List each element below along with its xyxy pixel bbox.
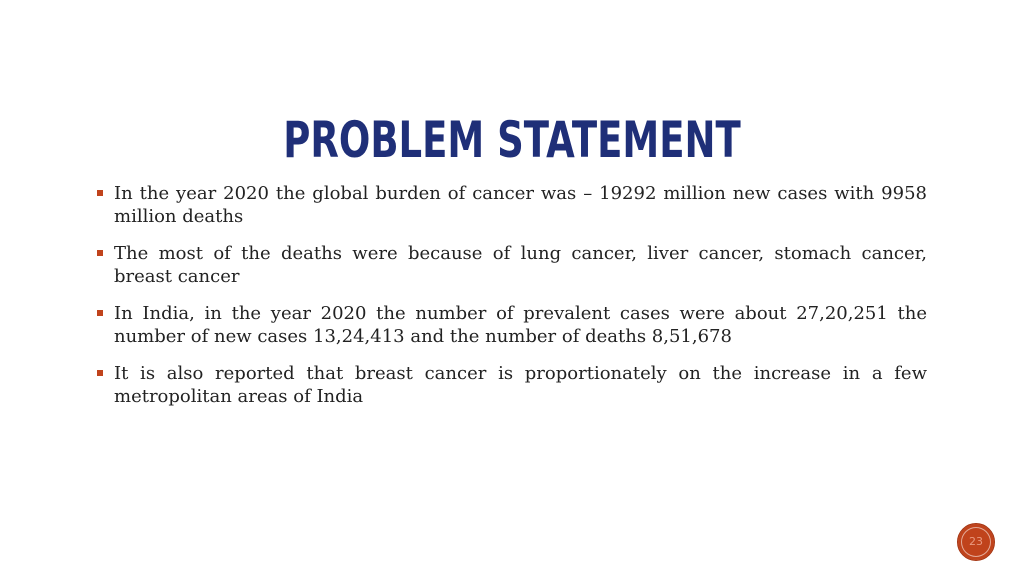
bullet-text: In the year 2020 the global burden of cancer was – 19292 million new cases with 9958 million deaths — [114, 183, 927, 227]
bullet-list — [97, 182, 927, 422]
bullet-text: It is also reported that breast cancer is proportionately on the increase in a few metropolitan areas of India — [114, 363, 927, 407]
bullet-text: The most of the deaths were because of lung cancer, liver cancer, stomach cancer, breast cancer — [114, 243, 927, 287]
page-number-badge: 23 — [957, 523, 995, 561]
square-bullet-icon — [97, 190, 103, 196]
square-bullet-icon — [97, 370, 103, 376]
square-bullet-icon — [97, 250, 103, 256]
bullet-item — [97, 302, 927, 348]
bullet-text: In India, in the year 2020 the number of prevalent cases were about 27,20,251 the number of new cases 13,24,413 and the number of deaths 8,51,678 — [114, 303, 927, 347]
square-bullet-icon — [97, 310, 103, 316]
bullet-item — [97, 242, 927, 288]
slide-title: PROBLEM STATEMENT — [283, 110, 741, 169]
bullet-item — [97, 362, 927, 408]
bullet-item — [97, 182, 927, 228]
